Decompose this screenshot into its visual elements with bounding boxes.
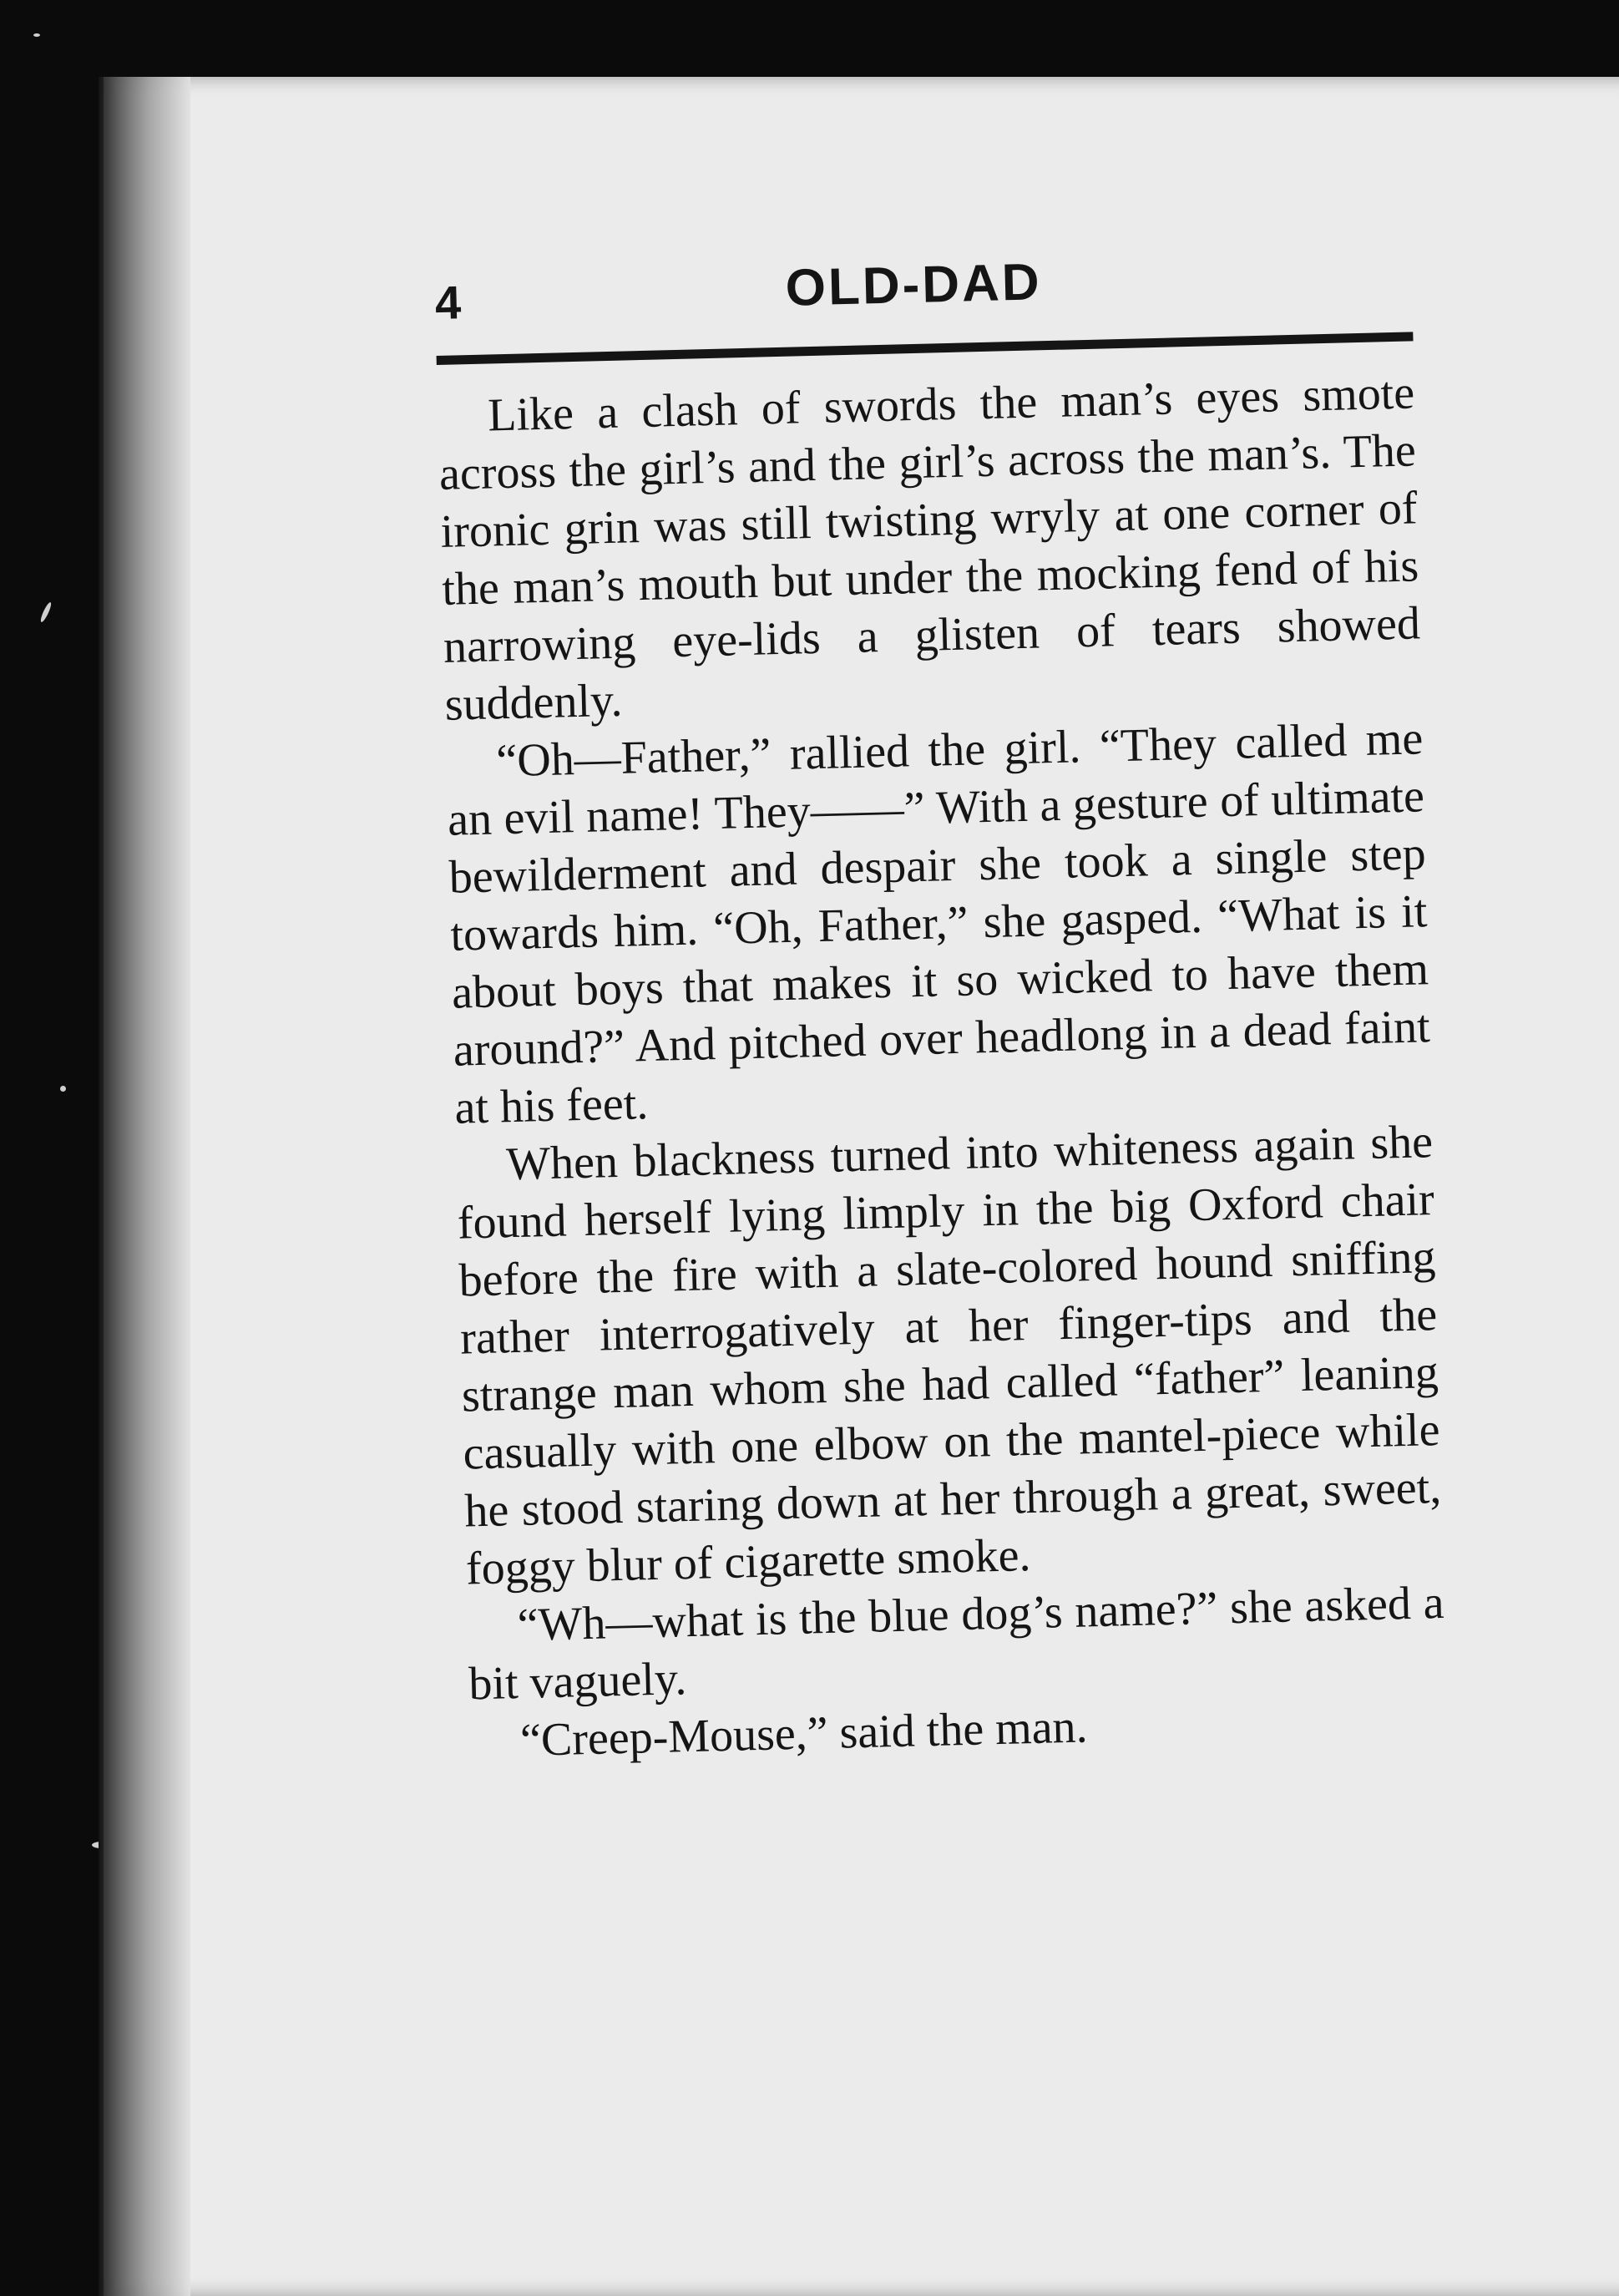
page-binding-shadow <box>99 77 190 2296</box>
scan-speck <box>60 1086 66 1092</box>
scan-speck <box>33 33 40 37</box>
page-text-block <box>434 242 1498 1771</box>
running-title: OLD-DAD <box>784 253 1043 317</box>
paragraph: “Wh—what is the blue dog’s name?” she asked a bit vaguely. <box>468 1576 1445 1711</box>
page-number: 4 <box>434 276 462 329</box>
scan-speck <box>39 601 53 623</box>
body-text <box>438 364 1448 1771</box>
paragraph: When blackness turned into whiteness again she found herself lying limply in the big Oxford chair before the fire with a slate-colored hound sniffing rather interrogatively at her finger-tips and the strange man whom she had called “father” leaning casually with one elbow on the mantel-piece while he stood staring down at her through a great, sweet, foggy blur of cigarette smoke. <box>457 1116 1442 1595</box>
paragraph: “Oh—Father,” rallied the girl. “They called me an evil name! They——” With a gesture of ultimate bewilderment and despair she took a single step towards him. “Oh, Father,” she gasped. “What is it about boys that makes it so wicked to have them around?” And pitched over headlong in a dead faint at his feet. <box>447 712 1431 1134</box>
paragraph: Like a clash of swords the man’s eyes smote across the girl’s and the girl’s across the man’s. The ironic grin was still twisting wryly at one corner of the man’s mouth but under the mocking fend of his narrowing eye-lids a glisten of tears showed suddenly. <box>438 367 1421 731</box>
paragraph: “Creep-Mouse,” said the man. <box>519 1700 1089 1766</box>
